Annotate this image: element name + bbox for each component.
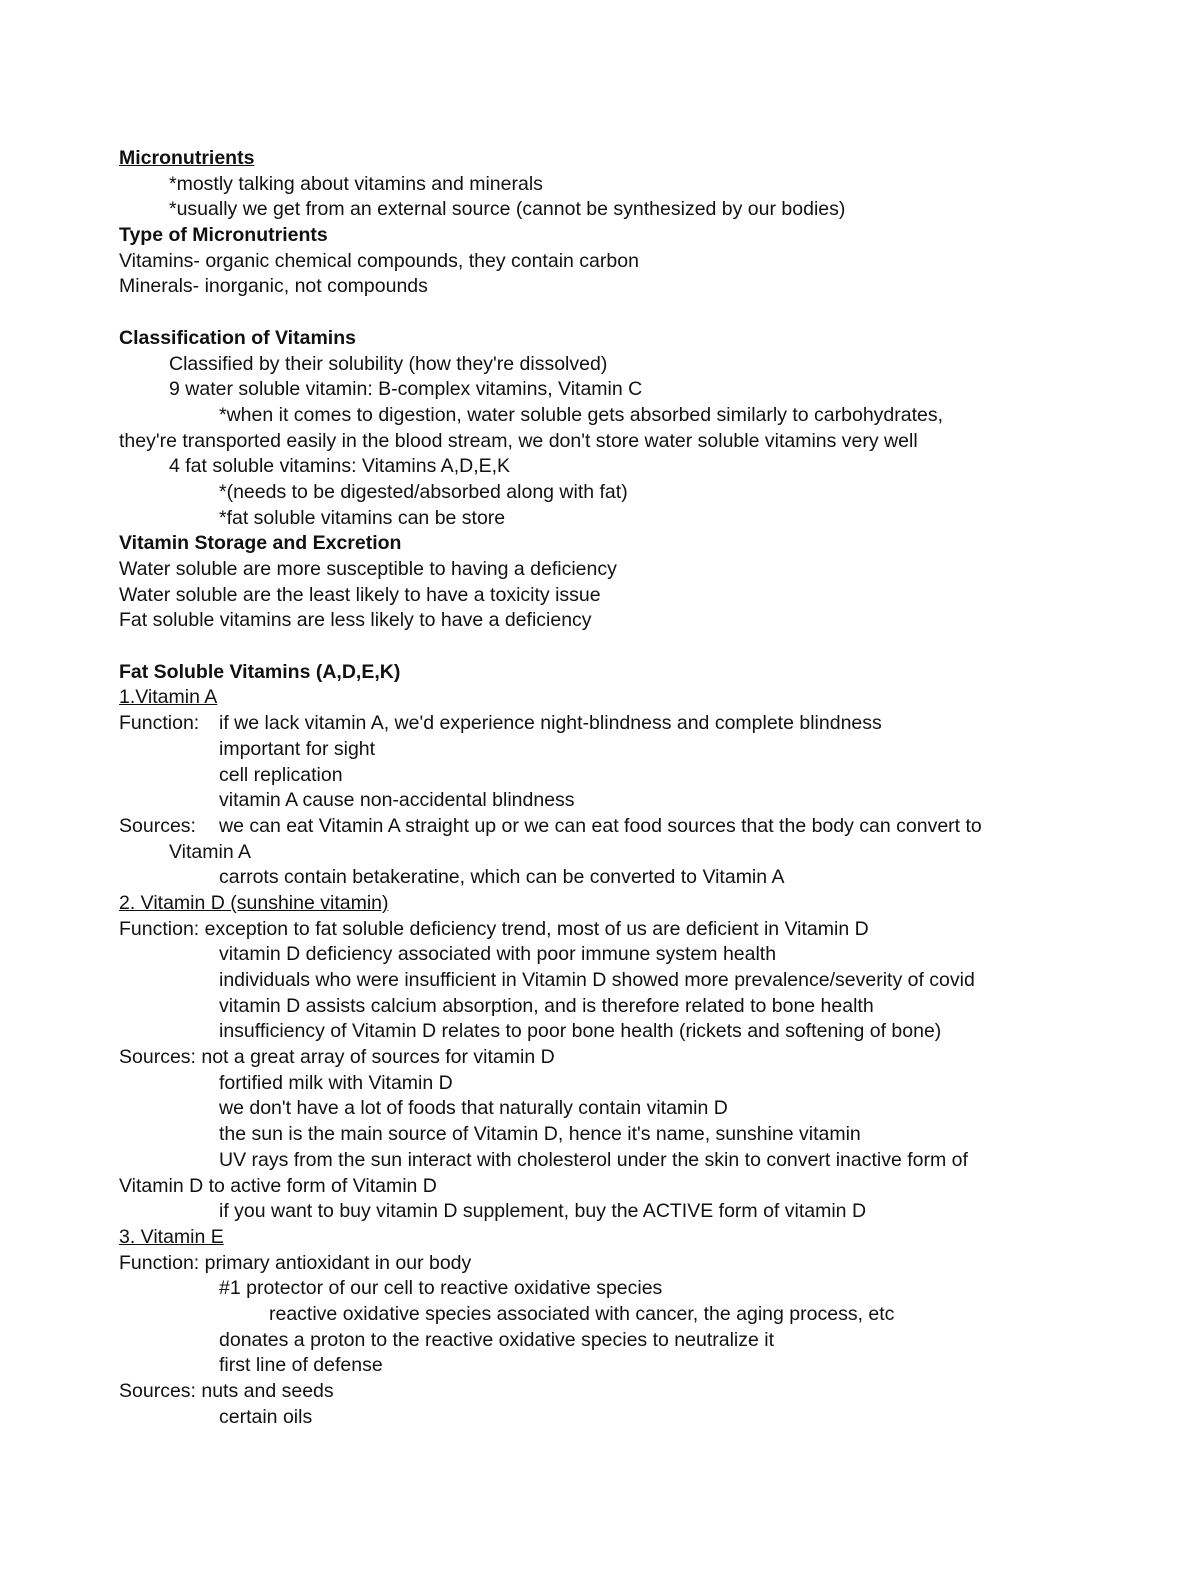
section-heading: Classification of Vitamins: [119, 326, 356, 349]
section-heading: Vitamin Storage and Excretion: [119, 532, 402, 555]
text-line: the sun is the main source of Vitamin D, hence it's name, sunshine vitamin: [219, 1123, 861, 1146]
text-line: 4 fat soluble vitamins: Vitamins A,D,E,K: [169, 455, 511, 478]
text-line: reactive oxidative species associated with cancer, the aging process, etc: [269, 1302, 895, 1325]
text-line: *usually we get from an external source (cannot be synthesized by our bodies): [169, 198, 846, 221]
text-line: Minerals- inorganic, not compounds: [119, 275, 428, 298]
text-line: Function: exception to fat soluble deficiency trend, most of us are deficient in Vitamin D: [119, 917, 869, 940]
text-line: vitamin A cause non-accidental blindness: [219, 789, 575, 812]
field-text: if we lack vitamin A, we'd experience night-blindness and complete blindness: [219, 712, 882, 735]
text-line: they're transported easily in the blood stream, we don't store water soluble vitamins very well: [119, 429, 918, 452]
text-line: #1 protector of our cell to reactive oxidative species: [219, 1277, 663, 1300]
text-line: cell replication: [219, 763, 343, 786]
text-line: Sources: not a great array of sources for vitamin D: [119, 1046, 555, 1069]
text-line: Sources: nuts and seeds: [119, 1380, 334, 1402]
text-line: *fat soluble vitamins can be store: [219, 506, 506, 529]
text-line: Function: primary antioxidant in our body: [119, 1251, 472, 1274]
blank-line: [119, 634, 1119, 660]
section-heading: Micronutrients: [119, 147, 255, 169]
field-label: Function:: [119, 712, 200, 735]
text-line: insufficiency of Vitamin D relates to poor bone health (rickets and softening of bone): [219, 1020, 942, 1043]
document-body: [119, 146, 1119, 1430]
text-line: Water soluble are the least likely to have a toxicity issue: [119, 583, 601, 606]
text-line: [119, 814, 1119, 840]
text-line: carrots contain betakeratine, which can be converted to Vitamin A: [219, 866, 785, 889]
text-line: individuals who were insufficient in Vitamin D showed more prevalence/severity of covid: [219, 969, 975, 991]
blank-line: [119, 300, 1119, 326]
section-heading: Fat Soluble Vitamins (A,D,E,K): [119, 660, 401, 683]
text-line: [119, 711, 1119, 737]
text-line: 9 water soluble vitamin: B-complex vitamins, Vitamin C: [169, 378, 643, 401]
text-line: Vitamins- organic chemical compounds, they contain carbon: [119, 249, 639, 272]
field-text: we can eat Vitamin A straight up or we can eat food sources that the body can convert to: [219, 814, 982, 837]
text-line: Water soluble are more susceptible to having a deficiency: [119, 558, 617, 580]
text-line: donates a proton to the reactive oxidative species to neutralize it: [219, 1328, 774, 1351]
text-line: *mostly talking about vitamins and minerals: [169, 172, 543, 195]
text-line: UV rays from the sun interact with cholesterol under the skin to convert inactive form of: [219, 1148, 968, 1171]
text-line: Vitamin D to active form of Vitamin D: [119, 1174, 437, 1197]
text-line: vitamin D assists calcium absorption, and is therefore related to bone health: [219, 994, 874, 1017]
section-heading: Type of Micronutrients: [119, 224, 328, 247]
text-line: Fat soluble vitamins are less likely to have a deficiency: [119, 609, 592, 632]
text-line: we don't have a lot of foods that naturally contain vitamin D: [219, 1097, 728, 1120]
field-label: Sources:: [119, 814, 196, 837]
text-line: Classified by their solubility (how they're dissolved): [169, 352, 608, 375]
subsection-heading: 3. Vitamin E: [119, 1225, 224, 1248]
text-line: fortified milk with Vitamin D: [219, 1071, 453, 1094]
text-line: certain oils: [219, 1405, 313, 1428]
text-line: if you want to buy vitamin D supplement, buy the ACTIVE form of vitamin D: [219, 1200, 867, 1223]
text-line: first line of defense: [219, 1354, 383, 1377]
text-line: Vitamin A: [169, 840, 252, 863]
text-line: vitamin D deficiency associated with poor immune system health: [219, 943, 777, 966]
text-line: *when it comes to digestion, water soluble gets absorbed similarly to carbohydrates,: [219, 403, 944, 426]
text-line: important for sight: [219, 737, 376, 760]
subsection-heading: 2. Vitamin D (sunshine vitamin): [119, 891, 389, 914]
text-line: *(needs to be digested/absorbed along with fat): [219, 480, 628, 503]
subsection-heading: 1.Vitamin A: [119, 686, 218, 709]
